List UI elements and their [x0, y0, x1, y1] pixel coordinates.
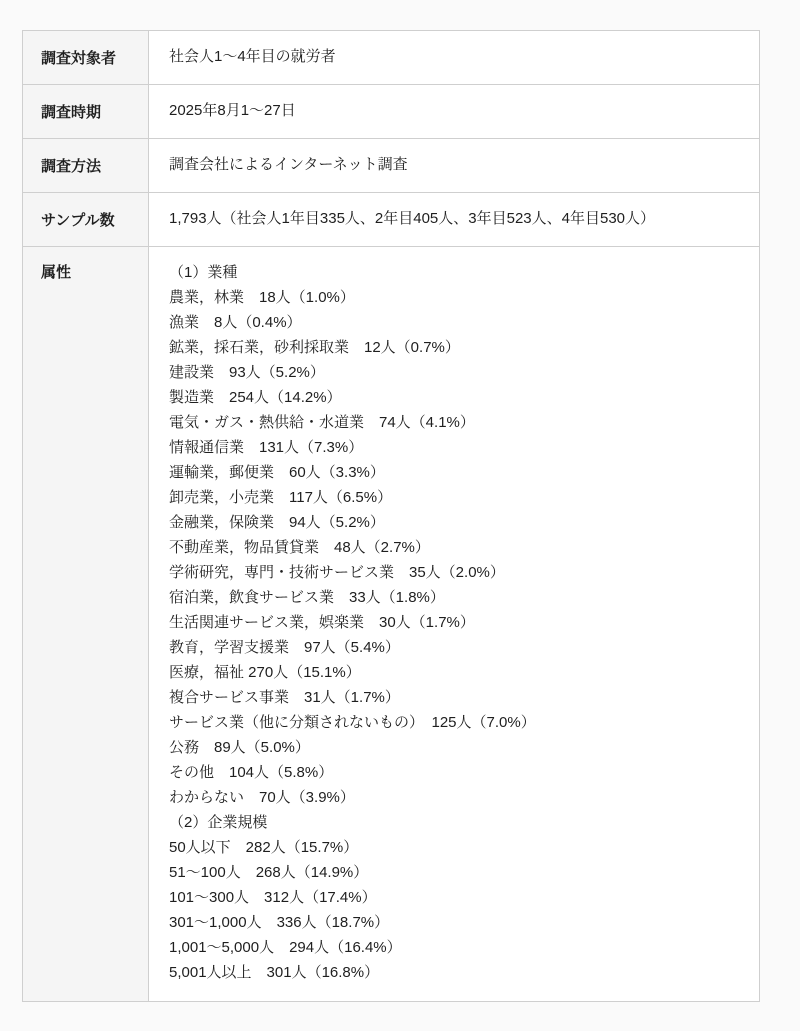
attribute-line: 51〜100人 268人（14.9%）: [169, 864, 369, 881]
row-content-survey-target: 社会人1〜4年目の就労者: [149, 31, 759, 84]
attribute-line: その他 104人（5.8%）: [169, 764, 334, 781]
table-row-survey-method: [23, 138, 759, 192]
attribute-line: 公務 89人（5.0%）: [169, 739, 310, 756]
row-content-survey-method: 調査会社によるインターネット調査: [149, 139, 759, 192]
attribute-line: 1,001〜5,000人 294人（16.4%）: [169, 939, 402, 956]
table-row-survey-target: [23, 31, 759, 84]
attribute-line: 電気・ガス・熱供給・水道業 74人（4.1%）: [169, 414, 475, 431]
attribute-line: 農業，林業 18人（1.0%）: [169, 289, 355, 306]
attribute-line: 5,001人以上 301人（16.8%）: [169, 964, 380, 981]
table-row-attributes: [23, 246, 759, 1001]
row-label-survey-period: 調査時期: [23, 85, 149, 138]
attribute-line: 教育，学習支援業 97人（5.4%）: [169, 639, 400, 656]
attribute-line: 生活関連サービス業，娯楽業 30人（1.7%）: [169, 614, 475, 631]
attribute-line: 鉱業，採石業，砂利採取業 12人（0.7%）: [169, 339, 460, 356]
survey-overview-table: [22, 30, 760, 1002]
attribute-line: 50人以下 282人（15.7%）: [169, 839, 359, 856]
attribute-line: 情報通信業 131人（7.3%）: [169, 439, 364, 456]
attribute-line: 不動産業，物品賃貸業 48人（2.7%）: [169, 539, 430, 556]
attribute-line: 製造業 254人（14.2%）: [169, 389, 342, 406]
attribute-line: 金融業，保険業 94人（5.2%）: [169, 514, 385, 531]
table-row-survey-period: [23, 84, 759, 138]
attribute-line: 漁業 8人（0.4%）: [169, 314, 302, 331]
attribute-line: 学術研究，専門・技術サービス業 35人（2.0%）: [169, 564, 505, 581]
row-content-attributes: [149, 247, 759, 1001]
row-content-sample-size: 1,793人（社会人1年目335人、2年目405人、3年目523人、4年目530人）: [149, 193, 759, 246]
row-label-sample-size: サンプル数: [23, 193, 149, 246]
attribute-line: 医療，福祉 270人（15.1%）: [169, 664, 361, 681]
attribute-line: 建設業 93人（5.2%）: [169, 364, 325, 381]
attribute-line: （2）企業規模: [169, 814, 268, 831]
row-label-survey-target: 調査対象者: [23, 31, 149, 84]
table-row-sample-size: [23, 192, 759, 246]
attribute-line: 卸売業，小売業 117人（6.5%）: [169, 489, 393, 506]
row-content-survey-period: 2025年8月1〜27日: [149, 85, 759, 138]
attribute-line: 宿泊業，飲食サービス業 33人（1.8%）: [169, 589, 445, 606]
attribute-line: サービス業（他に分類されないもの） 125人（7.0%）: [169, 714, 536, 731]
row-label-survey-method: 調査方法: [23, 139, 149, 192]
attribute-line: 複合サービス事業 31人（1.7%）: [169, 689, 400, 706]
attribute-line: 運輸業，郵便業 60人（3.3%）: [169, 464, 385, 481]
attribute-line: 101〜300人 312人（17.4%）: [169, 889, 377, 906]
attribute-line: わからない 70人（3.9%）: [169, 789, 355, 806]
attribute-line: （1）業種: [169, 264, 238, 281]
attribute-line: 301〜1,000人 336人（18.7%）: [169, 914, 390, 931]
row-label-attributes: 属性: [23, 247, 149, 1001]
